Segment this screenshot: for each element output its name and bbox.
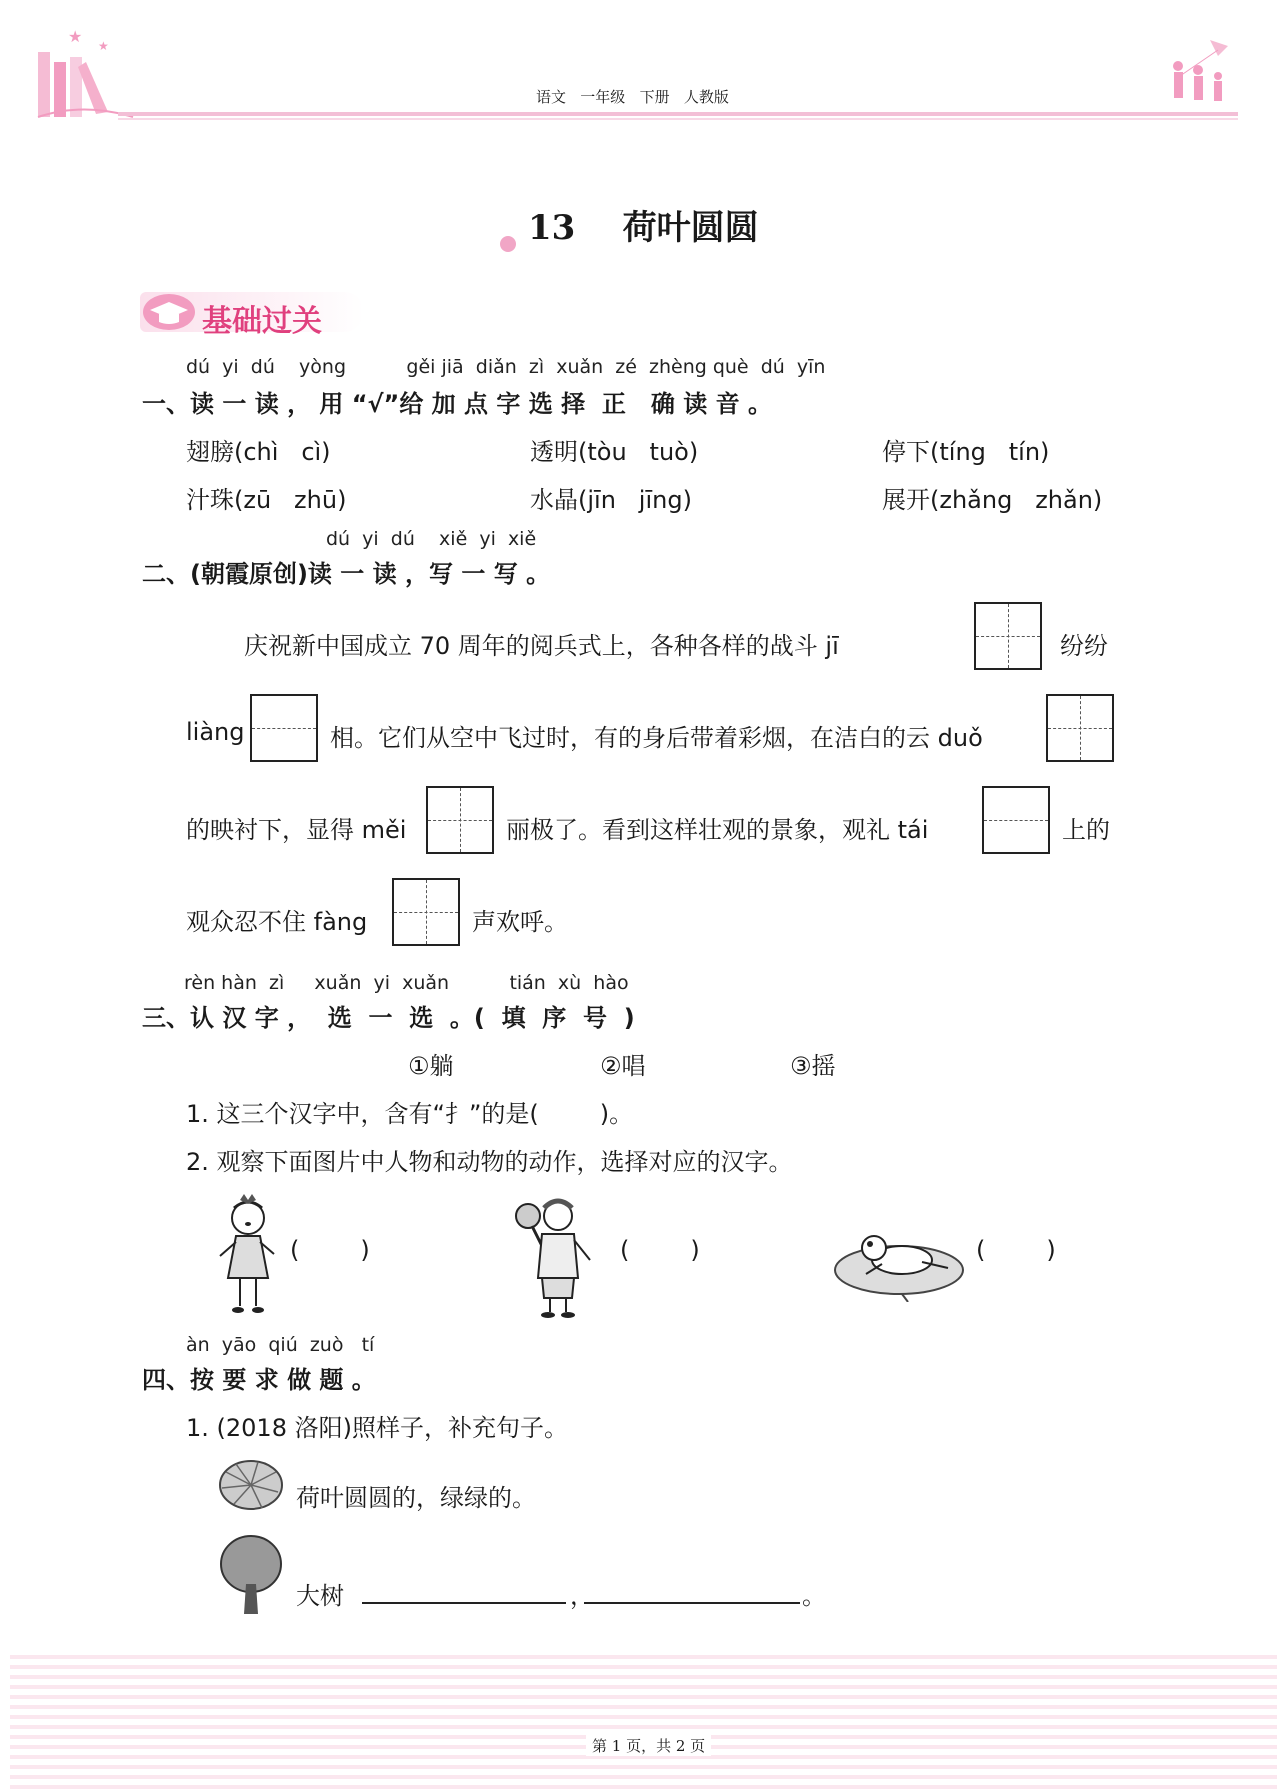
q3-option-1: ①躺: [408, 1052, 454, 1080]
footer-band: [10, 1655, 1277, 1789]
q4-comma: ，: [570, 1582, 594, 1610]
page-title: 13 荷叶圆圆: [528, 208, 759, 248]
header-rule: [118, 112, 1238, 116]
q3-option-2: ②唱: [600, 1052, 646, 1080]
svg-text:★: ★: [98, 39, 109, 53]
q3-answer-paren-1[interactable]: ( ): [290, 1236, 370, 1264]
q1-item-2: 透明(tòu tuò): [530, 438, 699, 466]
q4-tree-word: 大树: [296, 1582, 344, 1610]
q3-answer-paren-3[interactable]: ( ): [976, 1236, 1056, 1264]
q2-label: 二、(朝霞原创)读 一 读 ，写 一 写 。: [142, 560, 551, 588]
q1-item-4: 汁珠(zū zhū): [186, 486, 347, 514]
q2-line3-start: 的映衬下，显得 měi: [186, 816, 407, 844]
header-decoration-right: [1160, 36, 1240, 116]
q4-sub1: 1. (2018 洛阳)照样子，补充句子。: [186, 1414, 568, 1442]
q4-label: 四、按 要 求 做 题 。: [142, 1366, 376, 1394]
graduation-cap-icon: [142, 292, 196, 332]
q2-line3-end: 上的: [1062, 816, 1110, 844]
q4-answer-blank-2[interactable]: [584, 1602, 800, 1604]
q2-line1-text: 庆祝新中国成立 70 周年的阅兵式上，各种各样的战斗 jī: [244, 632, 839, 660]
q3-sub1: 1. 这三个汉字中，含有“扌”的是( )。: [186, 1100, 634, 1128]
lotus-leaf-icon: [218, 1458, 284, 1512]
q1-item-6: 展开(zhǎng zhǎn): [882, 486, 1103, 514]
q4-example-sentence: 荷叶圆圆的，绿绿的。: [296, 1484, 536, 1512]
q4-period: 。: [802, 1582, 826, 1610]
q2-line1-end: 纷纷: [1060, 632, 1108, 660]
q1-item-5: 水晶(jīn jīng): [530, 486, 692, 514]
svg-text:★: ★: [68, 27, 83, 46]
q4-answer-blank-1[interactable]: [362, 1602, 566, 1604]
q2-line4-start: 观众忍不住 fàng: [186, 908, 368, 936]
q2-line4-end: 声欢呼。: [472, 908, 568, 936]
title-bullet: [500, 236, 516, 252]
writing-box-duo[interactable]: [1046, 694, 1114, 762]
header-subject-text: 语文 一年级 下册 人教版: [536, 88, 729, 106]
page-number: 第 1 页，共 2 页: [586, 1735, 711, 1756]
tree-icon: [218, 1534, 284, 1616]
section-title: 基础过关: [202, 304, 322, 339]
writing-box-liang[interactable]: [250, 694, 318, 762]
q2-line2-text: 相。它们从空中飞过时，有的身后带着彩烟，在洁白的云 duǒ: [330, 724, 983, 752]
q2-line2-start: liàng: [186, 718, 245, 746]
boy-with-rattle-icon: [508, 1194, 598, 1320]
q3-sub2: 2. 观察下面图片中人物和动物的动作，选择对应的汉字。: [186, 1148, 793, 1176]
q3-label: 三、认 汉 字 ， 选 一 选 。( 填 序 号 ): [142, 1004, 635, 1032]
writing-box-ji[interactable]: [974, 602, 1042, 670]
q3-option-3: ③摇: [790, 1052, 836, 1080]
writing-box-mei[interactable]: [426, 786, 494, 854]
q1-item-1: 翅膀(chì cì): [186, 438, 331, 466]
q1-item-3: 停下(tíng tín): [882, 438, 1050, 466]
writing-box-tai[interactable]: [982, 786, 1050, 854]
writing-box-fang[interactable]: [392, 878, 460, 946]
header-rule-thin: [118, 118, 1238, 120]
q1-pinyin: dú yi dú yòng gěi jiā diǎn zì xuǎn zé zhèng què dú yīn: [186, 356, 826, 378]
q4-pinyin: àn yāo qiú zuò tí: [186, 1334, 375, 1356]
q3-answer-paren-2[interactable]: ( ): [620, 1236, 700, 1264]
header-decoration-left: [28, 22, 138, 122]
q3-pinyin: rèn hàn zì xuǎn yi xuǎn tián xù hào: [184, 972, 629, 994]
frog-on-leaf-icon: [832, 1218, 966, 1302]
q1-label: 一、读 一 读 ， 用 “√”给 加 点 字 选 择 正 确 读 音 。: [142, 390, 772, 418]
girl-singing-icon: [212, 1192, 284, 1318]
q2-line3-text: 丽极了。看到这样壮观的景象，观礼 tái: [506, 816, 929, 844]
q2-pinyin: dú yi dú xiě yi xiě: [326, 528, 537, 550]
